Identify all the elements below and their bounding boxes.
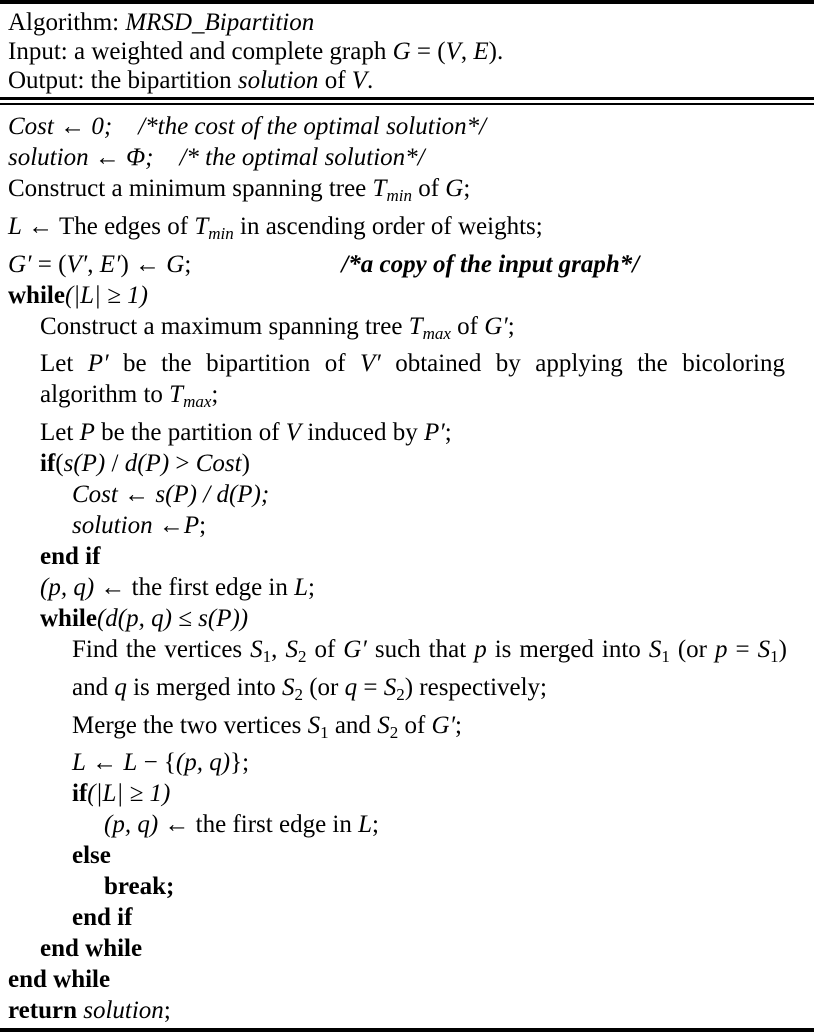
token-assign: ← (124, 481, 150, 508)
symbol-G-prime: G′ (343, 636, 367, 663)
symbol-L: L (294, 574, 309, 601)
text-and: and (72, 673, 115, 701)
output-description: the bipartition (90, 67, 238, 94)
line-construct-mst-max (40, 311, 808, 349)
text-let: Let (40, 350, 88, 378)
token-assign: ← (60, 113, 86, 140)
line-return (8, 995, 808, 1026)
symbol-q: q (344, 673, 358, 701)
keyword-break: break; (104, 873, 175, 901)
set-close: } (230, 749, 243, 777)
equals-plain: = (357, 673, 384, 701)
token-cost: Cost (195, 450, 242, 477)
algorithm-input-line (8, 37, 806, 66)
subscript-2: 2 (297, 646, 307, 666)
pair-p-q: (p, q) (40, 574, 95, 601)
semicolon: ; (444, 419, 452, 446)
output-solution-symbol: solution (237, 67, 319, 94)
token-assign: ← (158, 512, 184, 539)
symbol-L: L (123, 749, 138, 777)
keyword-end-while: end while (8, 966, 111, 994)
line-Gprime-copy (8, 249, 808, 280)
symbol-E-prime: E′ (99, 250, 121, 278)
symbol-G: G (166, 250, 185, 278)
subscript-max: max (422, 323, 451, 343)
text-of: of (450, 312, 485, 340)
token-assign: ← (164, 811, 190, 839)
line-else (72, 840, 808, 871)
text-the-edges-of: The edges of (58, 212, 195, 240)
algorithm-name: MRSD_Bipartition (125, 9, 315, 36)
symbol-S: S (281, 673, 295, 701)
close-paren: ) (241, 450, 250, 477)
line-cost-assign (72, 479, 808, 510)
symbol-V: V (285, 419, 302, 446)
token-solution: solution (72, 512, 153, 539)
subscript-2: 2 (389, 722, 399, 742)
symbol-S: S (383, 673, 397, 701)
algorithm-label: Algorithm: (8, 9, 120, 36)
line-end-while-outer (8, 964, 808, 995)
symbol-G-prime: G′ (484, 312, 508, 340)
algorithm-body (0, 105, 814, 1028)
text-find-vertices: Find the vertices (72, 636, 251, 663)
text-is-merged-into: is merged into (126, 673, 282, 701)
line-end-if-2 (72, 902, 808, 933)
line-merge-vertices (72, 710, 808, 748)
line-pq-first-edge-2 (104, 809, 808, 840)
symbol-G-prime: G′ (431, 711, 456, 739)
symbol-S: S (757, 636, 771, 663)
line-find-vertices (72, 634, 787, 710)
text-or-open: (or (677, 636, 716, 663)
function-s-of-P: s(P) (63, 450, 106, 477)
symbol-q: q (114, 673, 127, 701)
token-cost: Cost (72, 481, 118, 508)
algorithm-header (0, 4, 814, 97)
output-of: of (318, 67, 352, 94)
subscript-1: 1 (770, 646, 779, 666)
text-is-merged-into: is merged into (486, 636, 649, 663)
line-construct-mst-min (8, 173, 808, 211)
line-if-ratio (40, 448, 808, 479)
comment-solution: /* the optimal solution*/ (179, 144, 425, 171)
close-paren: ) (404, 673, 414, 701)
text-of: of (306, 636, 344, 663)
keyword-while: while (8, 281, 65, 309)
symbol-G-prime: G′ (8, 250, 32, 278)
output-label: Output: (8, 67, 85, 94)
symbol-S: S (285, 636, 298, 663)
keyword-if: if (72, 780, 88, 808)
line-solution-init (8, 142, 808, 173)
keyword-if: if (40, 450, 56, 477)
token-phi: Φ; (126, 144, 154, 171)
line-break (104, 871, 808, 902)
semicolon: ; (184, 250, 192, 278)
semicolon: ; (463, 175, 471, 202)
subscript-1: 1 (262, 646, 272, 666)
symbol-T: T (194, 212, 209, 240)
subscript-1: 1 (320, 722, 329, 742)
close-paren: ) (778, 636, 787, 663)
symbol-P: P (79, 419, 95, 446)
condition-d-le-s: (d(p, q) ≤ s(P)) (96, 605, 249, 632)
symbol-S: S (648, 636, 662, 663)
subscript-min: min (208, 223, 234, 243)
keyword-return: return (8, 997, 77, 1025)
semicolon: ; (242, 749, 250, 777)
line-end-if-1 (40, 541, 808, 572)
subscript-max: max (183, 392, 212, 411)
set-open: { (163, 749, 176, 777)
subscript-min: min (386, 185, 412, 205)
text-be-bipartition: be the bipartition of (108, 350, 361, 378)
algorithm-title-line (8, 8, 806, 37)
input-edge-symbol: E (473, 38, 489, 65)
symbol-V-prime: V′ (66, 250, 88, 278)
line-solution-assign (72, 510, 808, 541)
line-let-pprime (40, 348, 785, 417)
text-construct-min: Construct a minimum spanning tree (8, 175, 373, 202)
input-label: Input: (8, 38, 68, 65)
token-cost: Cost (8, 113, 54, 140)
semicolon: ; (308, 574, 315, 601)
header-separator-rule (0, 97, 814, 105)
symbol-p: p (474, 636, 487, 663)
semicolon: ; (211, 381, 219, 409)
symbol-T: T (169, 381, 184, 409)
semicolon: ; (455, 711, 462, 739)
input-close: ). (488, 38, 504, 65)
token-assign: ← (92, 749, 118, 777)
expression-s-over-d: s(P) / d(P); (155, 481, 270, 508)
symbol-S: S (307, 711, 321, 739)
line-while-inner (40, 603, 808, 634)
input-equals: = ( (410, 38, 446, 65)
input-graph-symbol: G (392, 38, 411, 65)
token-assign: ← (94, 144, 120, 171)
open-paren: ( (55, 450, 64, 477)
symbol-S: S (377, 711, 390, 739)
line-while-outer (8, 280, 808, 311)
output-period: . (367, 67, 374, 94)
text-let: Let (40, 419, 80, 446)
line-L-edges (8, 211, 808, 249)
comma: , (271, 636, 286, 663)
token-assign: ← (28, 212, 54, 240)
comment-copy-input-graph: /*a copy of the input graph*/ (341, 250, 640, 278)
symbol-T: T (408, 312, 423, 340)
symbol-V-prime: V′ (360, 350, 381, 378)
line-if-L (72, 778, 808, 809)
keyword-end-if: end if (72, 904, 133, 932)
condition-abs-L: (|L| ≥ 1) (87, 780, 171, 808)
symbol-p: p (715, 636, 728, 663)
keyword-end-if: end if (40, 543, 101, 570)
text-be-partition: be the partition of (94, 419, 286, 446)
symbol-L: L (358, 811, 373, 839)
pair-p-q: (p, q) (175, 749, 231, 777)
text-respectively: respectively; (413, 673, 548, 701)
text-such-that: such that (366, 636, 475, 663)
token-assign: ← (135, 250, 161, 278)
close-paren: ) (120, 250, 129, 278)
function-d-of-P: d(P) (124, 450, 170, 477)
equals: = ( (31, 250, 67, 278)
keyword-while: while (40, 605, 97, 632)
token-assign: ← (100, 574, 126, 601)
line-cost-init (8, 111, 808, 142)
text-of: of (398, 711, 432, 739)
condition-abs-L: (|L| ≥ 1) (64, 281, 148, 309)
text-of: of (411, 175, 446, 202)
text-ascending: in ascending order of weights; (233, 212, 543, 240)
text-or-open: (or (309, 673, 345, 701)
token-solution: solution (8, 144, 89, 171)
input-vertex-symbol: V (445, 38, 461, 65)
symbol-L: L (72, 749, 86, 777)
symbol-P-prime: P′ (423, 419, 445, 446)
line-pq-first-edge-1 (40, 572, 808, 603)
symbol-T: T (372, 175, 387, 202)
symbol-P: P (183, 512, 200, 539)
symbol-P-prime: P′ (87, 350, 109, 378)
symbol-G: G (445, 175, 464, 202)
line-end-while-inner (40, 933, 808, 964)
semicolon: ; (199, 512, 207, 539)
comma: , (87, 250, 100, 278)
algorithm-output-line (8, 66, 806, 95)
keyword-end-while: end while (40, 935, 143, 963)
input-comma: , (460, 38, 474, 65)
text-induced-by: induced by (301, 419, 424, 446)
text-first-edge-in: the first edge in (131, 574, 295, 601)
keyword-else: else (72, 842, 111, 870)
subscript-1: 1 (661, 646, 670, 666)
semicolon: ; (372, 811, 379, 839)
text-obtained-by: obtained by applying the bicoloring algorithm to (40, 350, 785, 409)
text-merge-two-vertices: Merge the two vertices (72, 711, 308, 739)
equals-plain: = (727, 636, 758, 663)
subscript-2: 2 (396, 684, 405, 704)
pair-p-q: (p, q) (104, 811, 159, 839)
subscript-2: 2 (294, 684, 303, 704)
greater-than: > (169, 450, 196, 477)
comment-cost: /*the cost of the optimal solution*/ (138, 113, 487, 140)
text-construct-max: Construct a maximum spanning tree (40, 312, 409, 340)
text-and: and (328, 711, 378, 739)
input-description: a weighted and complete graph (73, 38, 393, 65)
slash: / (105, 450, 125, 477)
output-vertex-symbol: V (351, 67, 368, 94)
symbol-L: L (8, 212, 22, 240)
minus: − (137, 749, 164, 777)
symbol-S: S (250, 636, 263, 663)
semicolon: ; (163, 997, 171, 1025)
bottom-rule (0, 1028, 814, 1032)
text-first-edge-in: the first edge in (195, 811, 359, 839)
line-L-remove (72, 747, 808, 778)
line-let-p (40, 417, 808, 448)
token-solution: solution (83, 997, 164, 1025)
semicolon: ; (507, 312, 515, 340)
token-zero: 0; (91, 113, 113, 140)
